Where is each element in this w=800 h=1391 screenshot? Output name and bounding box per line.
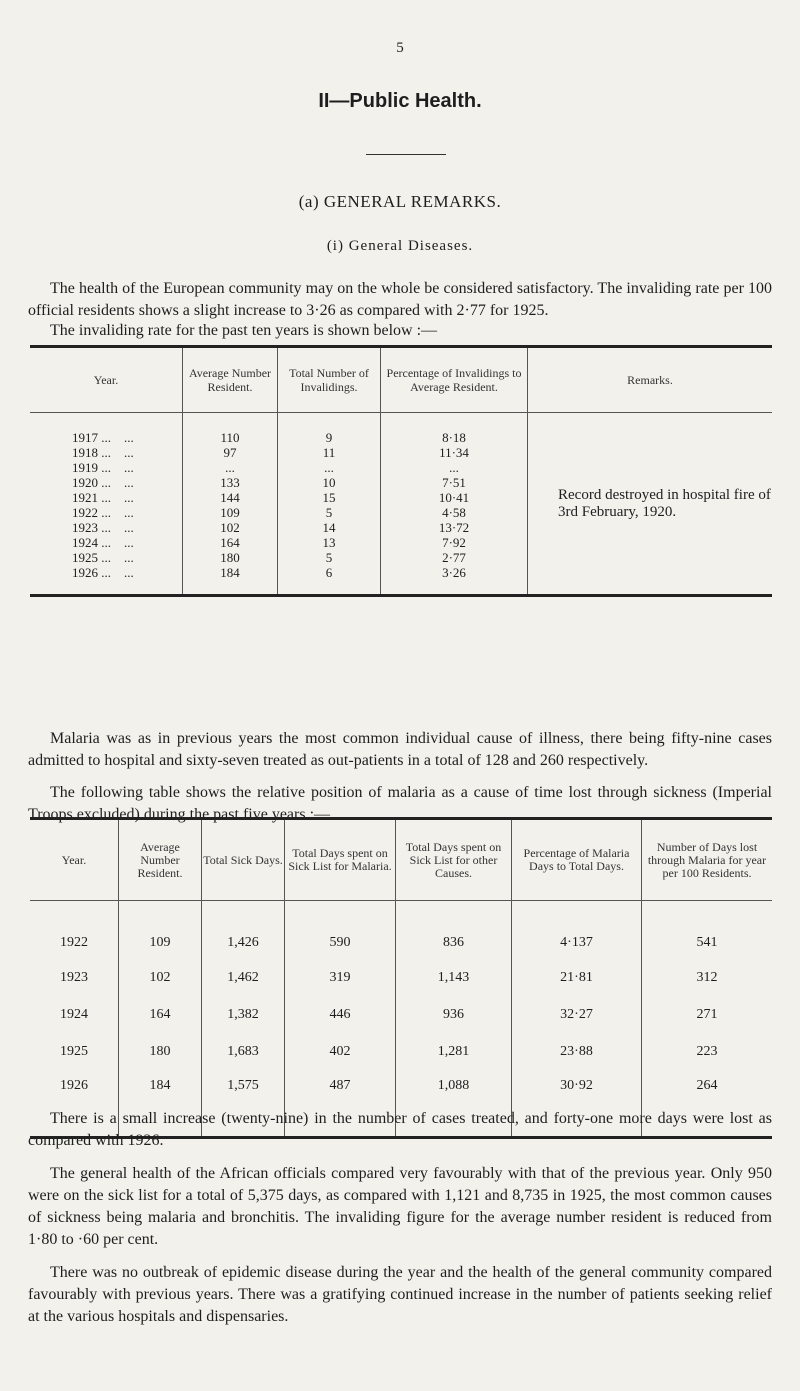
table-cell: 1917 ... ... [72, 430, 134, 445]
table-cell: 836 [396, 901, 512, 960]
table-cell: 1925 [60, 1043, 88, 1059]
table-cell: 11·34 [381, 445, 528, 460]
page-number: 5 [396, 40, 404, 56]
table-cell: 319 [285, 959, 396, 996]
table-cell: 590 [285, 901, 396, 960]
table-cell: 223 [642, 1033, 773, 1070]
table-cell: 109 [119, 901, 202, 960]
table-cell: 102 [183, 520, 278, 535]
paragraph-increase: There is a small increase (twenty-nine) in the number of cases treated, and forty-one more days were lost as compared with 1926. [28, 1110, 772, 1149]
table-cell: 21·81 [512, 959, 642, 996]
table-cell: 10 [278, 475, 381, 490]
column-header: Total Sick Days. [202, 819, 285, 901]
table-cell: 3·26 [381, 565, 528, 596]
table-cell: 1919 ... ... [72, 460, 134, 475]
table-cell: 10·41 [381, 490, 528, 505]
table-cell: 1,382 [202, 996, 285, 1033]
column-header: Year. [30, 347, 183, 413]
table-cell: 164 [119, 996, 202, 1033]
remarks-cell: Record destroyed in hospital fire of 3rd February, 1920. [528, 413, 773, 596]
table-cell: 1,426 [202, 901, 285, 960]
table-row [30, 959, 772, 996]
table-cell: 402 [285, 1033, 396, 1070]
table-cell: 9 [278, 413, 381, 446]
column-header: Total Days spent on Sick List for other Causes. [396, 819, 512, 901]
table-cell: 1,462 [202, 959, 285, 996]
table-cell: 109 [183, 505, 278, 520]
table-cell: 1924 [60, 1006, 88, 1022]
column-header: Average Number Resident. [119, 819, 202, 901]
paragraph-invaliding-intro: The invaliding rate for the past ten years is shown below :— [50, 322, 438, 339]
paragraph-invaliding: The health of the European community may on the whole be considered satisfactory. The invaliding rate per 100 official residents shows a slight increase to 3·26 as compared with 2·77 for 1925. [28, 280, 772, 319]
table-row [30, 1033, 772, 1070]
invaliding-table-body [30, 413, 772, 596]
table-cell: 1923 ... ... [72, 520, 134, 535]
table-cell: 164 [183, 535, 278, 550]
table-cell: 271 [642, 996, 773, 1033]
table-cell: 1918 ... ... [72, 445, 134, 460]
table-row [30, 413, 772, 446]
table-cell: ... [381, 460, 528, 475]
table-cell: 4·137 [512, 901, 642, 960]
column-header: Percentage of Invalidings to Average Resident. [381, 347, 528, 413]
table-cell: 5 [278, 550, 381, 565]
title-divider [366, 154, 446, 155]
table-cell: 1920 ... ... [72, 475, 134, 490]
table-cell: 5 [278, 505, 381, 520]
table-cell: 32·27 [512, 996, 642, 1033]
table-cell: 1922 ... ... [72, 505, 134, 520]
malaria-table-body [30, 901, 772, 1138]
table-cell: 1,575 [202, 1070, 285, 1138]
table-cell: 1,683 [202, 1033, 285, 1070]
table-cell: 23·88 [512, 1033, 642, 1070]
table-cell: 312 [642, 959, 773, 996]
column-header: Remarks. [528, 347, 773, 413]
paragraph-african-officials: The general health of the African officials compared very favourably with that of the previous year. Only 950 were on the sick list for a total of 5,375 days, as compared with 1,121 and 8,735 in 1925, the most common causes of sickness being malaria and bronchitis. The invaliding figure for the average number resident is reduced from 1·80 to ·60 per cent. [28, 1165, 772, 1248]
table-cell: 264 [642, 1070, 773, 1138]
section-title: II—Public Health. [318, 90, 482, 112]
paragraph-malaria-intro: The following table shows the relative position of malaria as a cause of time lost through sickness (Imperial Troops excluded) during the past five years :— [28, 784, 772, 823]
table-cell: 7·92 [381, 535, 528, 550]
table-cell: 1926 [30, 1070, 119, 1138]
table-cell: 184 [119, 1070, 202, 1138]
table-cell: ... [183, 460, 278, 475]
table-cell: 1925 ... ... [72, 550, 134, 565]
table-cell: 4·58 [381, 505, 528, 520]
table-cell: 13 [278, 535, 381, 550]
table-cell: 144 [183, 490, 278, 505]
table-cell: 110 [183, 413, 278, 446]
table-cell: 11 [278, 445, 381, 460]
column-header: Average Number Resident. [183, 347, 278, 413]
heading-general-diseases: (i) General Diseases. [326, 238, 474, 254]
table-cell: 446 [285, 996, 396, 1033]
table-cell: 8·18 [381, 413, 528, 446]
table-cell: 1,088 [396, 1070, 512, 1138]
table-cell: 7·51 [381, 475, 528, 490]
table-cell: 1,143 [396, 959, 512, 996]
table-cell: 1922 [60, 935, 88, 950]
paragraph-epidemic: There was no outbreak of epidemic disease during the year and the health of the general community compared favourably with previous years. There was a gratifying continued increase in the number of patients seeking relief at the various hospitals and dispensaries. [28, 1264, 772, 1325]
table-cell: 15 [278, 490, 381, 505]
heading-general-remarks: (a) GENERAL REMARKS. [298, 192, 502, 211]
table-row [30, 901, 772, 960]
table-cell: 13·72 [381, 520, 528, 535]
table-cell: 1,281 [396, 1033, 512, 1070]
table-cell: 1923 [60, 969, 88, 985]
table-cell: 184 [183, 565, 278, 596]
table-cell: 2·77 [381, 550, 528, 565]
table-cell: 30·92 [512, 1070, 642, 1138]
column-header: Total Days spent on Sick List for Malaria. [285, 819, 396, 901]
malaria-time-lost-table [30, 817, 772, 1139]
column-header: Year. [30, 819, 119, 901]
invaliding-rate-table [30, 345, 772, 597]
column-header: Total Number of Invalidings. [278, 347, 381, 413]
table-cell: 1926 ... ... [30, 565, 183, 596]
table-cell: 133 [183, 475, 278, 490]
table-cell: 541 [642, 901, 773, 960]
paragraph-malaria: Malaria was as in previous years the most common individual cause of illness, there being fifty-nine cases admitted to hospital and sixty-seven treated as out-patients in a total of 128 and 260 respectively. [28, 730, 772, 769]
table-cell: 1921 ... ... [72, 490, 134, 505]
table-cell: 102 [119, 959, 202, 996]
table-cell: 14 [278, 520, 381, 535]
table-cell: 936 [396, 996, 512, 1033]
column-header: Percentage of Malaria Days to Total Days. [512, 819, 642, 901]
table-cell: 487 [285, 1070, 396, 1138]
table-cell: 6 [278, 565, 381, 596]
table-cell: ... [278, 460, 381, 475]
table-cell: 1924 ... ... [72, 535, 134, 550]
table-cell: 180 [183, 550, 278, 565]
column-header: Number of Days lost through Malaria for year per 100 Residents. [642, 819, 773, 901]
table-cell: 97 [183, 445, 278, 460]
table-row [30, 996, 772, 1033]
table-cell: 180 [119, 1033, 202, 1070]
